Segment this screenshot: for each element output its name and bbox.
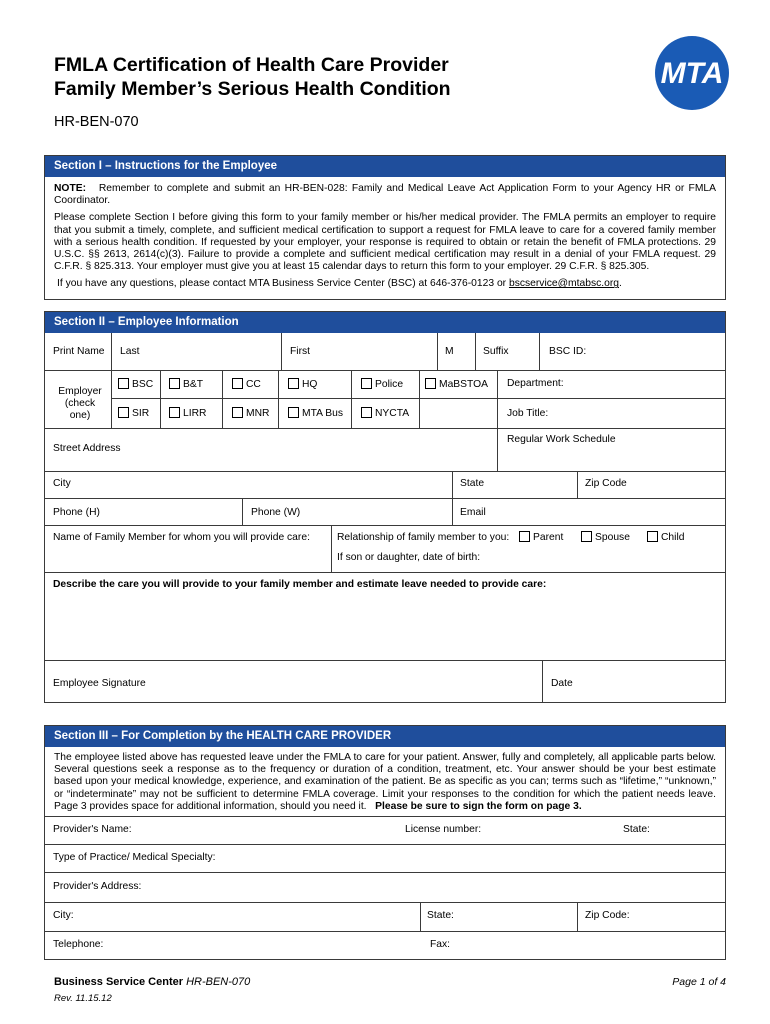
contact-text: If you have any questions, please contact MTA Business Service Center (BSC) at 646-376-0123 or [57, 278, 509, 290]
telephone-field[interactable]: Telephone: [53, 939, 104, 950]
employer-option-mnr[interactable]: MNR [232, 407, 269, 420]
note-paragraph [54, 183, 716, 207]
relationship-option-parent[interactable]: Parent [519, 531, 563, 544]
employee-signature-field[interactable]: Employee Signature [53, 678, 146, 689]
checkbox-icon[interactable] [232, 378, 243, 389]
street-address-field[interactable]: Street Address [53, 443, 121, 454]
department-field[interactable]: Department: [507, 378, 564, 389]
provider-city-state-field[interactable]: State: [427, 910, 454, 921]
job-title-field[interactable]: Job Title: [507, 408, 549, 419]
regular-work-schedule-field[interactable]: Regular Work Schedule [507, 434, 616, 445]
suffix-field[interactable]: Suffix [483, 346, 509, 357]
employer-option-bsc[interactable]: BSC [118, 378, 153, 391]
checkbox-icon[interactable] [288, 378, 299, 389]
family-member-name-field[interactable]: Name of Family Member for whom you will provide care: [53, 532, 310, 543]
provider-address-field[interactable]: Provider's Address: [53, 881, 142, 892]
note-text: Remember to complete and submit an HR-BEN-028: Family and Medical Leave Act Application Form to your Agency HR or FMLA Coordinator. [54, 183, 716, 207]
checkbox-icon[interactable] [118, 378, 129, 389]
section-1-heading: Section I – Instructions for the Employee [45, 156, 725, 177]
contact-suffix: . [619, 278, 622, 290]
city-field[interactable]: City [53, 478, 71, 489]
bsc-id-field[interactable]: BSC ID: [549, 346, 587, 357]
middle-initial-field[interactable]: M [445, 346, 454, 357]
practice-specialty-field[interactable]: Type of Practice/ Medical Specialty: [53, 852, 216, 863]
employer-option-sir[interactable]: SIR [118, 407, 149, 420]
checkbox-icon[interactable] [361, 378, 372, 389]
employer-label [55, 386, 105, 422]
provider-intro-text: The employee listed above has requested leave under the FMLA to care for your patient. Answer, fully and completely, all applicable parts below. Several questions seek a response as to the frequency or duration of a condition, treatment, etc. Your answer should be your best estimate based upon your medical knowledge, experience, and examination of the patient. Be as specific as you can; terms such as “lifetime,” “unknown,” or “indeterminate” may not be sufficient to determine FMLA coverage. Limit your responses to the condition for which the patient needs leave. Page 3 provides space for additional information, should you need it. [54, 752, 716, 812]
sign-page-3-note: Please be sure to sign the form on page 3. [375, 800, 582, 812]
first-name-field[interactable]: First [290, 346, 311, 357]
mta-logo [655, 36, 729, 110]
provider-intro-paragraph [54, 752, 716, 813]
describe-care-field[interactable]: Describe the care you will provide to your family member and estimate leave needed to provide care: [53, 579, 547, 590]
employer-option-mabstoa[interactable]: MaBSTOA [425, 378, 488, 391]
checkbox-icon[interactable] [361, 407, 372, 418]
providers-name-field[interactable]: Provider's Name: [53, 824, 132, 835]
checkbox-icon[interactable] [232, 407, 243, 418]
employer-label-line2: (check one) [64, 398, 96, 421]
license-number-field[interactable]: License number: [405, 824, 482, 835]
provider-instructions [45, 747, 725, 822]
checkbox-icon[interactable] [118, 407, 129, 418]
employer-option-bt[interactable]: B&T [169, 378, 203, 391]
footer-form-number: HR-BEN-070 [186, 976, 251, 988]
provider-zip-field[interactable]: Zip Code: [585, 910, 630, 921]
employer-option-cc[interactable]: CC [232, 378, 261, 391]
last-name-field[interactable]: Last [120, 346, 140, 357]
employer-option-mta-bus[interactable]: MTA Bus [288, 407, 343, 420]
relationship-option-spouse[interactable]: Spouse [581, 531, 630, 544]
state-field[interactable]: State [460, 478, 485, 489]
logo-text: MTA [660, 57, 724, 90]
employer-label-line1: Employer [58, 386, 102, 397]
section-2-heading: Section II – Employee Information [45, 312, 725, 333]
checkbox-icon[interactable] [425, 378, 436, 389]
employer-option-hq[interactable]: HQ [288, 378, 317, 391]
son-daughter-dob-field[interactable]: If son or daughter, date of birth: [337, 552, 481, 563]
relationship-label: Relationship of family member to you: [337, 532, 510, 543]
email-field[interactable]: Email [460, 507, 486, 518]
page-title [54, 53, 451, 101]
employer-option-lirr[interactable]: LIRR [169, 407, 206, 420]
phone-work-field[interactable]: Phone (W) [251, 507, 301, 518]
note-label: NOTE: [54, 183, 87, 194]
relationship-option-child[interactable]: Child [647, 531, 684, 544]
title-line-2: Family Member’s Serious Health Condition [54, 78, 451, 100]
form-number: HR-BEN-070 [54, 114, 139, 130]
footer-bsc: Business Service Center [54, 976, 184, 988]
checkbox-icon[interactable] [288, 407, 299, 418]
provider-city-field[interactable]: City: [53, 910, 74, 921]
instructions-paragraph: Please complete Section I before giving this form to your family member or his/her medical provider. The FMLA permits an employer to require that you submit a timely, complete, and sufficient medical certification to support a request for FMLA leave to care for a covered family member with a serious health condition. If requested by your employer, your response is required to obtain or retain the benefit of FMLA protections. 29 U.S.C. §§ 2613, 2614(c)(3). Failure to provide a complete and sufficient medical certification may result in a denial of your FMLA request. 29 C.F.R. § 825.313. Your employer must give you at least 15 calendar days to return this form to your employer. 29 C.F.R. § 825.305. [54, 212, 716, 273]
employee-signature-date-field[interactable]: Date [551, 678, 573, 689]
checkbox-icon[interactable] [519, 531, 530, 542]
checkbox-icon[interactable] [647, 531, 658, 542]
section-employee-info [44, 311, 726, 703]
fax-field[interactable]: Fax: [430, 939, 451, 950]
title-line-1: FMLA Certification of Health Care Provider [54, 54, 449, 76]
checkbox-icon[interactable] [169, 378, 180, 389]
section-health-care-provider [44, 725, 726, 960]
page-number: Page 1 of 4 [672, 976, 726, 988]
checkbox-icon[interactable] [581, 531, 592, 542]
contact-paragraph [54, 278, 716, 290]
bsc-email-link[interactable]: bscservice@mtabsc.org [508, 278, 619, 290]
footer-center-name [54, 976, 250, 988]
instructions-body [45, 177, 725, 300]
checkbox-icon[interactable] [169, 407, 180, 418]
footer-revision: Rev. 11.15.12 [54, 993, 112, 1004]
section-instructions [44, 155, 726, 300]
provider-state-field[interactable]: State: [623, 824, 650, 835]
employer-option-police[interactable]: Police [361, 378, 403, 391]
phone-home-field[interactable]: Phone (H) [53, 507, 100, 518]
zip-code-field[interactable]: Zip Code [585, 478, 627, 489]
section-3-heading: Section III – For Completion by the HEALTH CARE PROVIDER [45, 726, 725, 747]
print-name-label: Print Name [53, 346, 105, 357]
employer-option-nycta[interactable]: NYCTA [361, 407, 409, 420]
